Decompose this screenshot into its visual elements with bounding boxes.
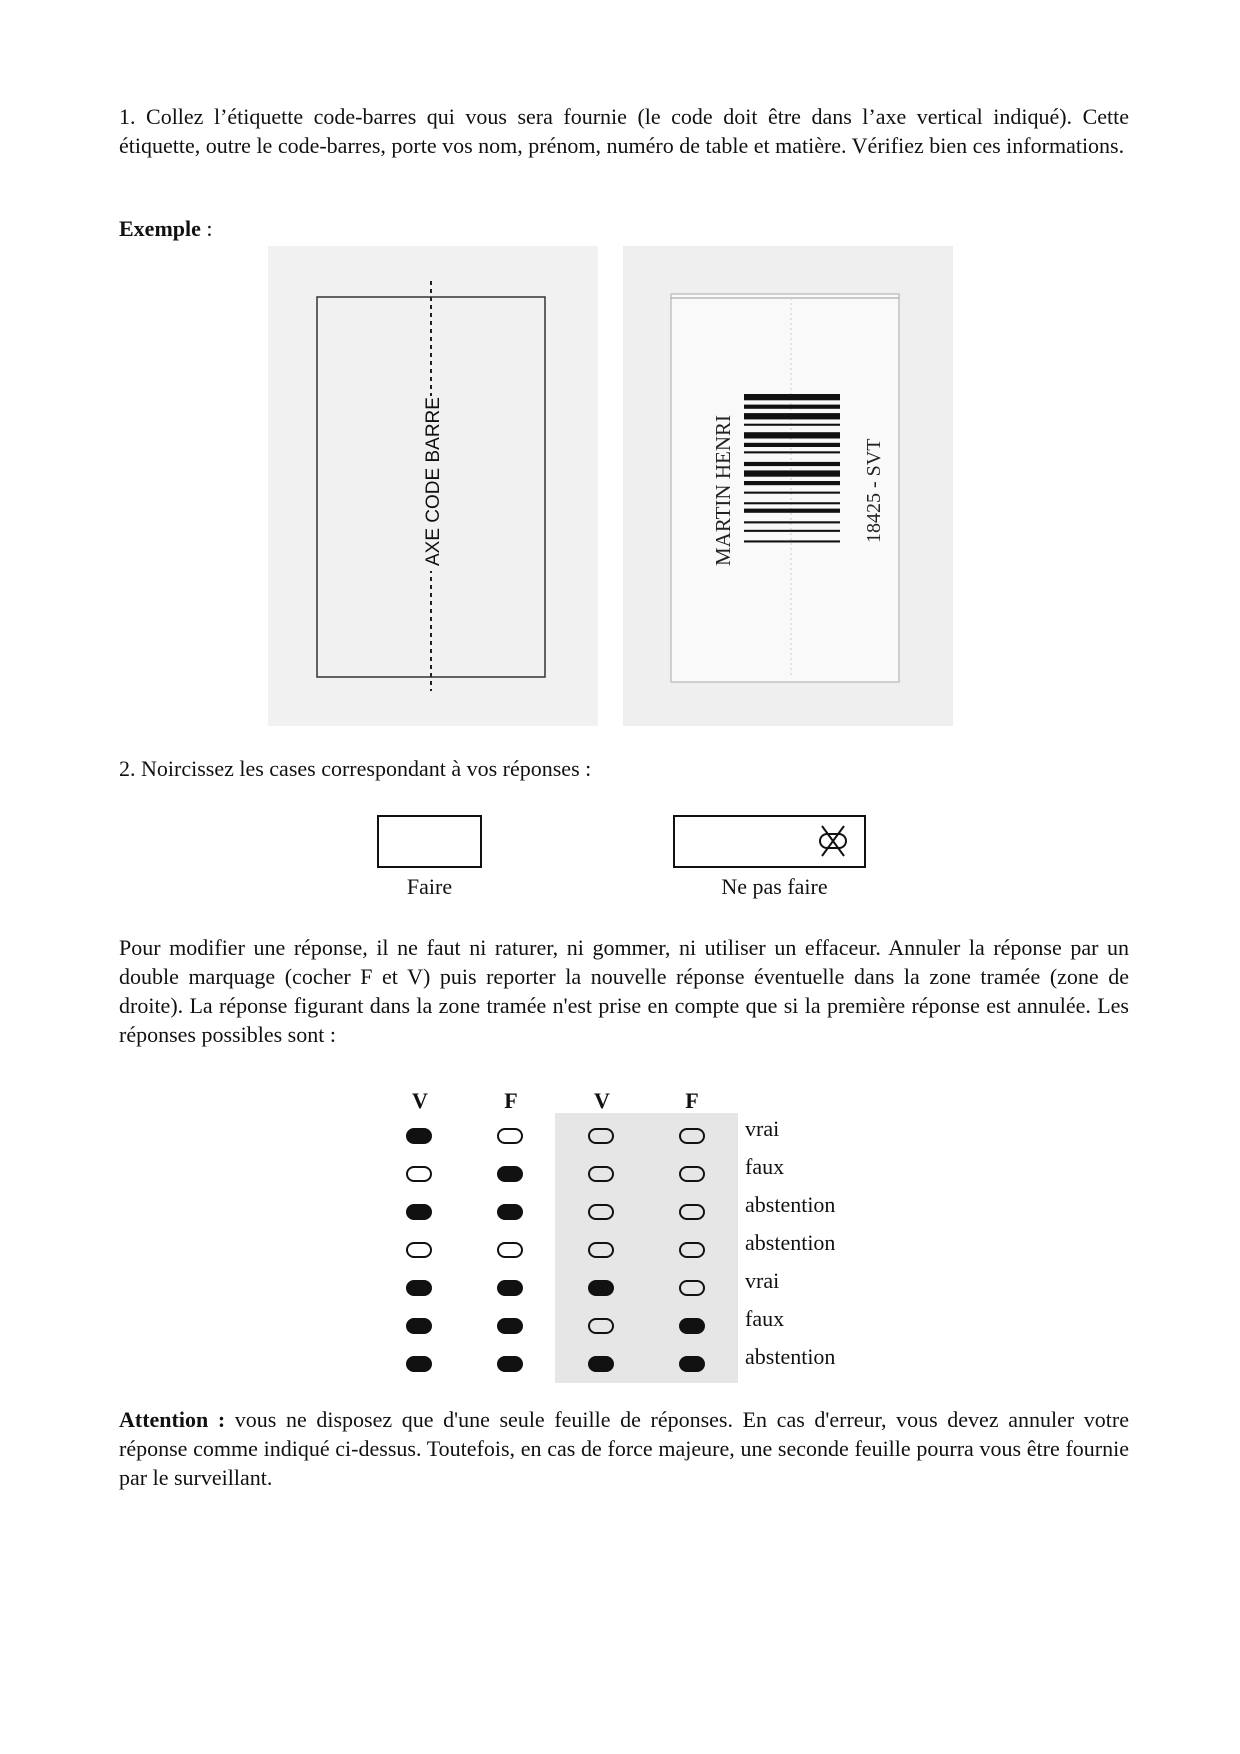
shaded-correction-zone xyxy=(555,1113,738,1383)
result-label: vrai xyxy=(745,1268,780,1293)
result-label: faux xyxy=(745,1306,785,1331)
axis-code-barre-label: AXE CODE BARRE xyxy=(423,397,444,566)
answer-bubble xyxy=(679,1128,705,1144)
barcode-axis-drawing xyxy=(268,246,598,726)
answer-bubble xyxy=(588,1128,614,1144)
modification-instructions: Pour modifier une réponse, il ne faut ni raturer, ni gommer, ni utiliser un effaceur. Annuler la réponse par un double marquage (cocher F et V) puis reporter la nouvelle réponse éventuelle dans la zone tramée (zone de droite). La réponse figurant dans la zone tramée n'est prise en compte que si la première réponse est annulée. Les réponses possibles sont : xyxy=(119,935,1129,1047)
result-label: abstention xyxy=(745,1344,836,1369)
answer-bubble xyxy=(497,1280,523,1296)
incorrect-mark-example-box xyxy=(673,815,866,868)
answer-bubble xyxy=(406,1318,432,1334)
answer-bubble xyxy=(497,1128,523,1144)
student-name: MARTIN HENRI xyxy=(711,415,735,566)
column-header-v1: V xyxy=(412,1088,428,1113)
column-header-v2: V xyxy=(594,1088,610,1113)
example-heading xyxy=(119,216,213,242)
example-label: Exemple xyxy=(119,216,201,241)
answer-bubble xyxy=(497,1242,523,1258)
attention-text: vous ne disposez que d'une seule feuille de réponses. En cas d'erreur, vous devez annuler votre réponse comme indiqué ci-dessus. Toutefois, en cas de force majeure, une seconde feuille pourra vous être fournie par le surveillant. xyxy=(119,1407,1129,1490)
answer-bubble xyxy=(588,1242,614,1258)
answer-bubble xyxy=(679,1166,705,1182)
answer-bubble xyxy=(406,1242,432,1258)
answer-bubble xyxy=(679,1204,705,1220)
attention-notice xyxy=(119,1405,1129,1492)
answer-bubble xyxy=(406,1166,432,1182)
barcode-label-drawing xyxy=(623,246,953,726)
answer-bubble xyxy=(497,1204,523,1220)
answer-bubble xyxy=(497,1356,523,1372)
sample-barcode-label-image xyxy=(623,246,953,726)
result-label: abstention xyxy=(745,1192,836,1217)
answer-bubble xyxy=(588,1166,614,1182)
answer-bubble xyxy=(679,1318,705,1334)
cross-mark-icon xyxy=(813,822,853,862)
answer-bubble xyxy=(588,1204,614,1220)
example-suffix: : xyxy=(200,216,213,241)
barcode-axis-template-image xyxy=(268,246,598,726)
answer-bubble xyxy=(679,1280,705,1296)
answer-bubble xyxy=(406,1204,432,1220)
answer-bubble xyxy=(406,1356,432,1372)
answer-bubble xyxy=(406,1128,432,1144)
answer-bubble xyxy=(406,1280,432,1296)
column-header-f2: F xyxy=(685,1088,699,1113)
dont-label: Ne pas faire xyxy=(721,874,828,899)
correct-mark-example-box xyxy=(377,815,482,868)
answer-bubble xyxy=(588,1318,614,1334)
table-number-subject: 18425 - SVT xyxy=(863,438,885,543)
column-header-f1: F xyxy=(504,1088,518,1113)
answer-bubble xyxy=(588,1356,614,1372)
result-label: faux xyxy=(745,1154,785,1179)
result-label: abstention xyxy=(745,1230,836,1255)
instruction-step-2: 2. Noircissez les cases correspondant à vos réponses : xyxy=(119,756,592,781)
answer-bubble xyxy=(497,1318,523,1334)
answer-bubble xyxy=(679,1242,705,1258)
answer-bubble xyxy=(679,1356,705,1372)
result-label: vrai xyxy=(745,1116,780,1141)
answer-bubble xyxy=(588,1280,614,1296)
answer-bubble xyxy=(497,1166,523,1182)
do-label: Faire xyxy=(406,874,453,899)
attention-label: Attention : xyxy=(119,1407,226,1432)
instruction-step-1: 1. Collez l’étiquette code-barres qui vous sera fournie (le code doit être dans l’axe vertical indiqué). Cette étiquette, outre le code-barres, porte vos nom, prénom, numéro de table et matière. Vérifiez bien ces informations. xyxy=(119,104,1129,158)
